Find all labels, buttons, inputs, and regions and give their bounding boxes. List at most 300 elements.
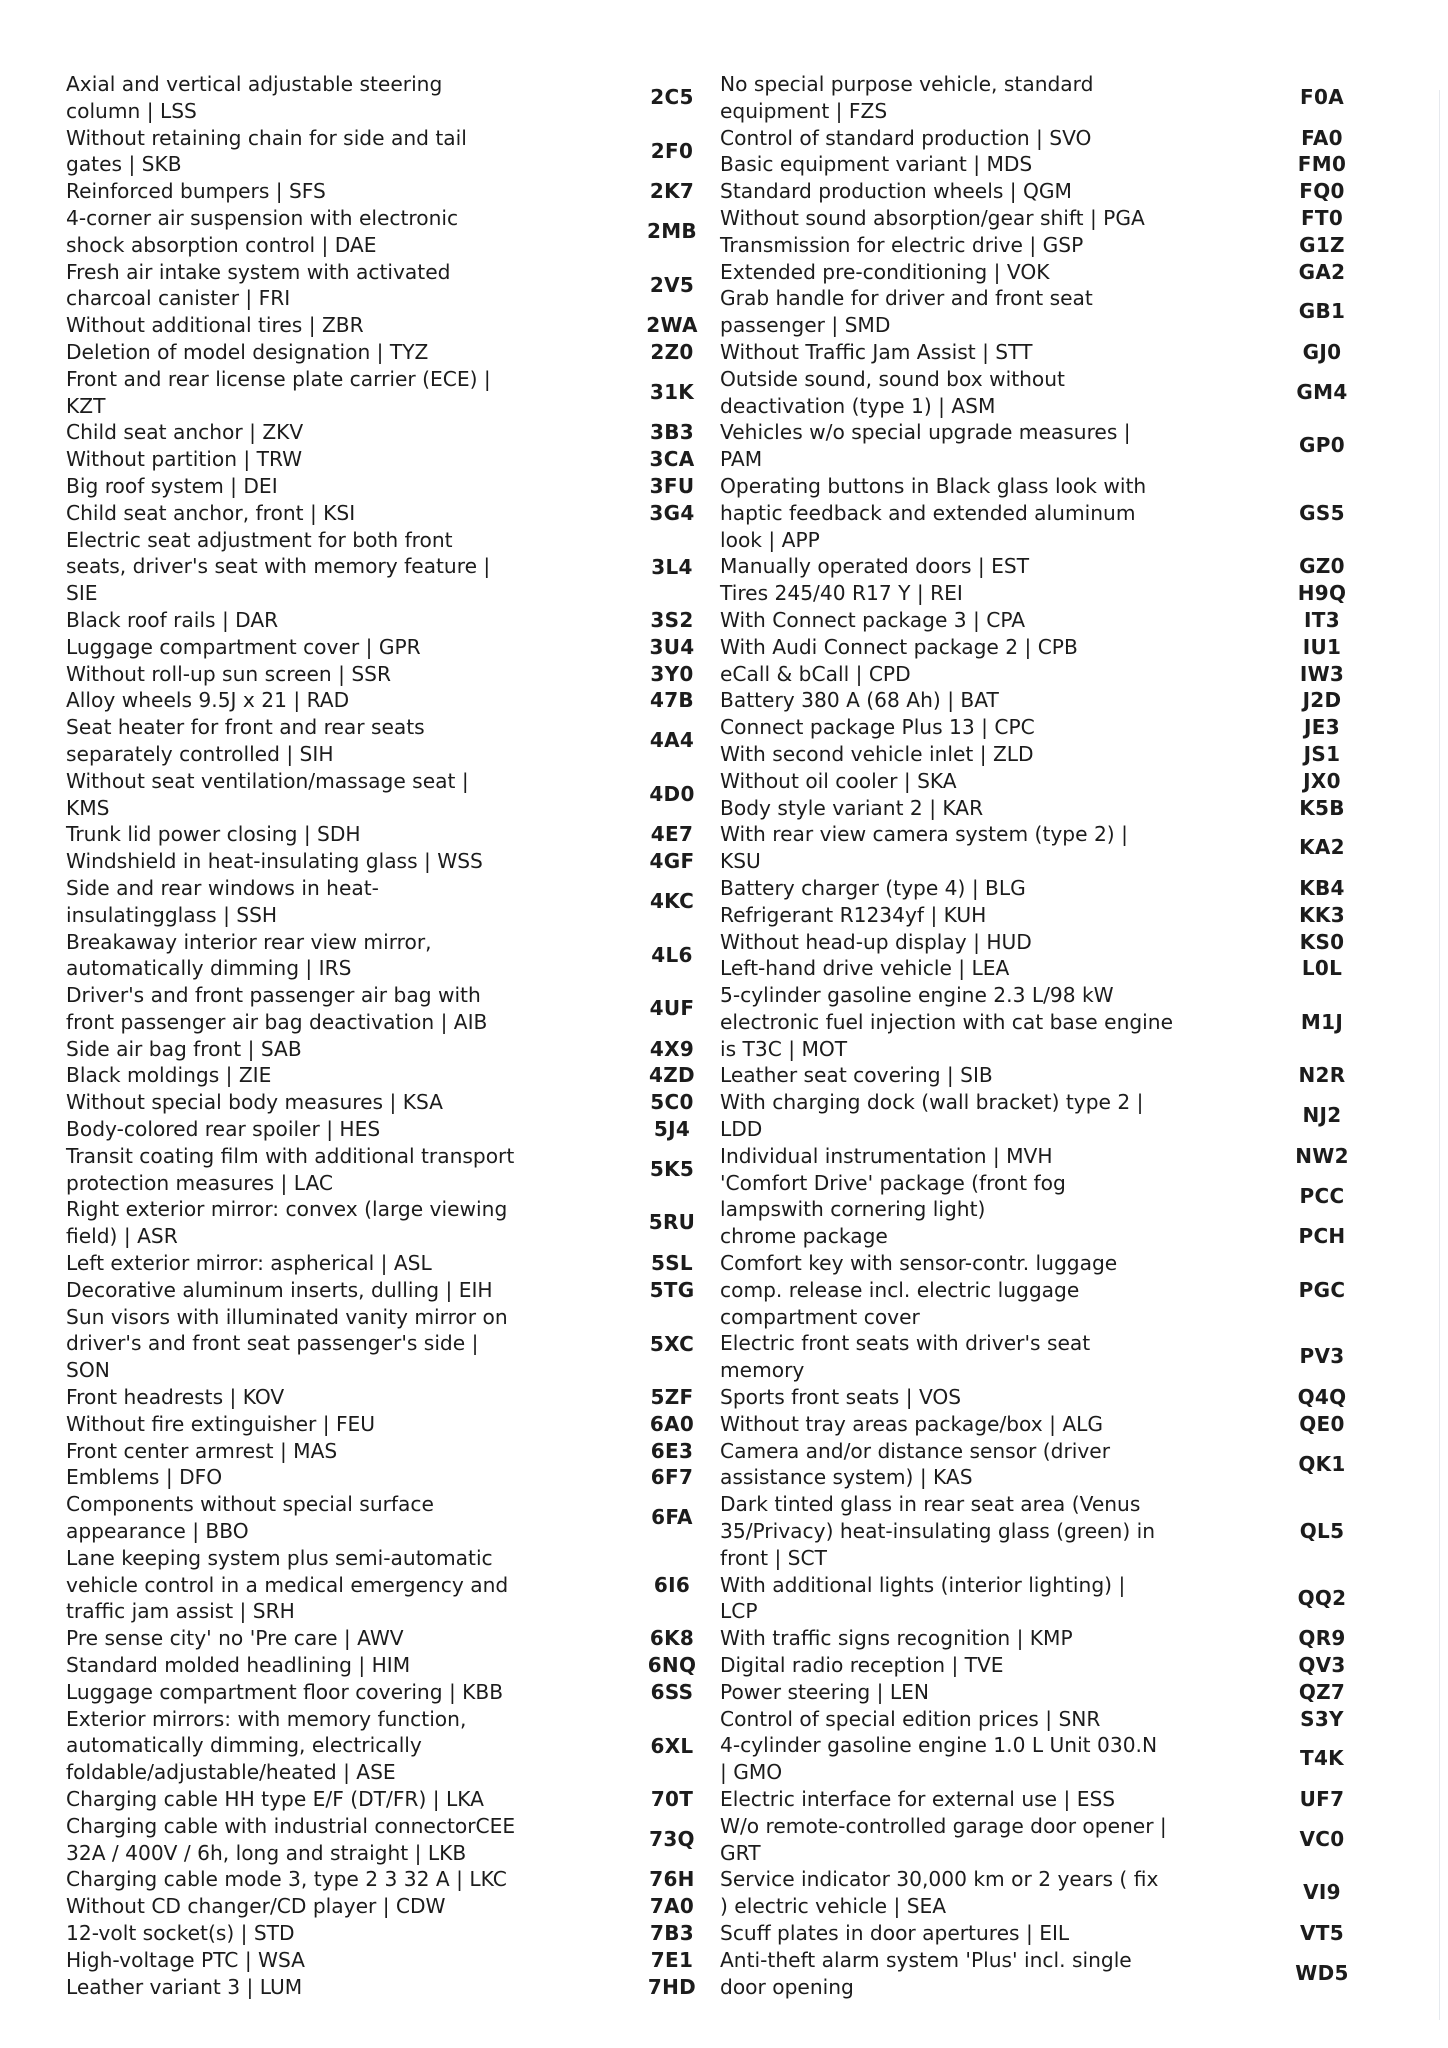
description-line: High-voltage PTC | WSA [66, 1947, 305, 1972]
option-code: PCH [1298, 1224, 1346, 1249]
description-line: gates | SKB [66, 152, 182, 177]
description-line: Windshield in heat-insulating glass | WSS [66, 849, 483, 874]
equipment-description [66, 1813, 536, 1867]
description-line: Side air bag front | SAB [66, 1036, 302, 1061]
description-line: With Audi Connect package 2 | CPB [720, 634, 1078, 659]
description-line: Basic equipment variant | MDS [720, 152, 1033, 177]
option-code: 6I6 [653, 1572, 691, 1597]
left-code-column [630, 71, 714, 2000]
option-code: 76H [649, 1867, 695, 1892]
equipment-description [66, 1384, 536, 1411]
option-code: 3B3 [650, 420, 694, 445]
description-line: charcoal canister | FRI [66, 286, 291, 311]
equipment-description [720, 1813, 1190, 1867]
option-code: F0A [1300, 85, 1344, 109]
equipment-description [66, 259, 536, 313]
description-line: passenger | SMD [720, 313, 891, 338]
equipment-description [66, 875, 536, 929]
option-code: KB4 [1299, 875, 1345, 900]
description-line: 5-cylinder gasoline engine 2.3 L/98 kW [720, 983, 1114, 1008]
option-code: QZ7 [1298, 1679, 1346, 1704]
option-code: NW2 [1295, 1143, 1349, 1168]
equipment-description [66, 607, 536, 634]
option-code: GA2 [1298, 259, 1346, 284]
description-line: LDD [720, 1117, 763, 1142]
option-code: 2C5 [650, 85, 694, 109]
option-code: 2F0 [650, 138, 694, 163]
equipment-description [66, 1036, 536, 1063]
equipment-description [66, 1920, 536, 1947]
option-code: 4UF [649, 996, 695, 1021]
option-code: 6SS [650, 1679, 694, 1704]
option-code: 6K8 [649, 1626, 695, 1651]
equipment-description [66, 1652, 536, 1679]
description-line: Driver's and front passenger air bag with [66, 983, 481, 1008]
description-line: foldable/adjustable/heated | ASE [66, 1760, 396, 1785]
equipment-description [66, 982, 536, 1036]
equipment-description [720, 902, 1190, 929]
equipment-description [66, 848, 536, 875]
description-line: traffic jam assist | SRH [66, 1599, 295, 1624]
description-line: Vehicles w/o special upgrade measures | [720, 420, 1131, 445]
option-code: GZ0 [1299, 554, 1345, 579]
description-line: Dark tinted glass in rear seat area (Venus [720, 1492, 1141, 1517]
equipment-description [66, 1304, 536, 1384]
equipment-description [720, 71, 1190, 125]
option-code: 73Q [649, 1826, 695, 1851]
option-code: 4ZD [649, 1063, 695, 1088]
description-line: GRT [720, 1840, 761, 1865]
equipment-description [66, 71, 536, 125]
option-code: QL5 [1299, 1519, 1345, 1544]
description-line: Right exterior mirror: convex (large viewing [66, 1197, 508, 1222]
equipment-description [720, 955, 1190, 982]
equipment-description [720, 205, 1190, 232]
equipment-description [720, 821, 1190, 875]
description-line: Sports front seats | VOS [720, 1385, 962, 1410]
option-code: UF7 [1299, 1787, 1345, 1811]
equipment-description [66, 366, 536, 420]
description-line: Charging cable HH type E/F (DT/FR) | LKA [66, 1787, 484, 1811]
equipment-description [720, 1652, 1190, 1679]
equipment-description [66, 125, 536, 179]
equipment-description [66, 714, 536, 768]
equipment-description [720, 151, 1190, 178]
description-line: KSU [720, 849, 761, 874]
equipment-description [66, 821, 536, 848]
option-code: PV3 [1299, 1344, 1345, 1369]
equipment-description [720, 339, 1190, 366]
equipment-description [720, 1062, 1190, 1089]
option-code: QK1 [1298, 1451, 1346, 1476]
description-line: Standard production wheels | QGM [720, 179, 1072, 204]
option-code: 70T [650, 1787, 694, 1811]
equipment-description [66, 1411, 536, 1438]
description-line: Without roll-up sun screen | SSR [66, 661, 391, 686]
equipment-description [66, 1974, 536, 2001]
description-line: shock absorption control | DAE [66, 232, 377, 257]
description-line: Electric seat adjustment for both front [66, 527, 453, 552]
description-line: is T3C | MOT [720, 1036, 848, 1061]
equipment-description [66, 1438, 536, 1465]
equipment-description [720, 178, 1190, 205]
description-line: Body style variant 2 | KAR [720, 795, 984, 820]
description-line: Transit coating film with additional transport [66, 1143, 515, 1168]
equipment-description [66, 1893, 536, 1920]
option-code: 6FA [651, 1505, 693, 1530]
option-code: 3G4 [649, 500, 695, 525]
equipment-description [720, 259, 1190, 286]
equipment-description [66, 929, 536, 983]
description-line: look | APP [720, 527, 820, 552]
right-description-column [720, 71, 1190, 2000]
option-code: T4K [1300, 1746, 1344, 1771]
option-code: 6A0 [649, 1411, 695, 1436]
description-line: Operating buttons in Black glass look with [720, 473, 1147, 498]
description-line: PAM [720, 447, 763, 472]
scan-edge-line [1439, 90, 1440, 2020]
equipment-description [720, 473, 1190, 553]
equipment-description [66, 1464, 536, 1491]
equipment-description [720, 687, 1190, 714]
description-line: protection measures | LAC [66, 1170, 334, 1195]
option-code: FA0 [1301, 125, 1343, 150]
option-code: 2V5 [649, 272, 695, 297]
option-code: GJ0 [1302, 339, 1342, 364]
equipment-description [66, 419, 536, 446]
equipment-description [66, 1196, 536, 1250]
description-line: 12-volt socket(s) | STD [66, 1920, 295, 1945]
description-line: Front headrests | KOV [66, 1385, 285, 1410]
description-line: assistance system) | KAS [720, 1465, 973, 1490]
option-code: IW3 [1299, 661, 1345, 686]
option-code: QV3 [1298, 1653, 1346, 1678]
option-code: JS1 [1303, 741, 1341, 766]
description-line: 4-corner air suspension with electronic [66, 205, 459, 230]
description-line: Big roof system | DEI [66, 473, 278, 498]
description-line: Lane keeping system plus semi-automatic [66, 1545, 493, 1570]
option-code: 4A4 [649, 728, 695, 753]
description-line: SIE [66, 581, 98, 606]
description-line: Without head-up display | HUD [720, 929, 1032, 954]
equipment-description [66, 1089, 536, 1116]
equipment-description [720, 285, 1190, 339]
description-line: Child seat anchor | ZKV [66, 420, 304, 445]
equipment-description [66, 312, 536, 339]
description-line: No special purpose vehicle, standard [720, 72, 1094, 96]
option-code: 7HD [647, 1974, 697, 1999]
option-code: 2Z0 [650, 339, 694, 364]
description-line: door opening [720, 1974, 854, 1999]
description-line: Power steering | LEN [720, 1679, 929, 1704]
description-line: Without retaining chain for side and tail [66, 125, 467, 150]
equipment-description [720, 1411, 1190, 1438]
equipment-description [720, 1223, 1190, 1250]
equipment-description [66, 1143, 536, 1197]
equipment-description [720, 1572, 1190, 1626]
option-code: 5XC [649, 1331, 695, 1356]
description-line: Manually operated doors | EST [720, 554, 1030, 579]
equipment-description [720, 1089, 1190, 1143]
option-code: 4E7 [650, 822, 694, 847]
description-line: automatically dimming | IRS [66, 956, 352, 981]
left-description-column [66, 71, 536, 2000]
option-code: 4X9 [649, 1036, 695, 1061]
option-code: 5K5 [649, 1156, 695, 1181]
equipment-description [66, 634, 536, 661]
equipment-description [66, 1625, 536, 1652]
equipment-description [66, 1491, 536, 1545]
option-code: QE0 [1299, 1411, 1345, 1436]
option-code: 3Y0 [650, 661, 694, 686]
option-code: 3CA [649, 447, 695, 472]
option-code: 31K [649, 379, 695, 404]
description-line: separately controlled | SIH [66, 741, 334, 766]
description-line: 4-cylinder gasoline engine 1.0 L Unit 030.N [720, 1733, 1158, 1758]
equipment-description [66, 473, 536, 500]
equipment-description [66, 178, 536, 205]
description-line: Battery charger (type 4) | BLG [720, 875, 1026, 900]
option-code: GS5 [1299, 500, 1345, 525]
option-code: 7A0 [649, 1894, 695, 1919]
description-line: Seat heater for front and rear seats [66, 715, 425, 740]
equipment-description [66, 768, 536, 822]
equipment-description [66, 1250, 536, 1277]
description-line: memory [720, 1358, 805, 1383]
option-code: 5C0 [650, 1090, 694, 1115]
description-line: Without sound absorption/gear shift | PGA [720, 205, 1145, 230]
description-line: seats, driver's seat with memory feature | [66, 554, 491, 579]
description-line: Connect package Plus 13 | CPC [720, 715, 1035, 740]
equipment-description [66, 1706, 536, 1786]
description-line: Comfort key with sensor-contr. luggage [720, 1251, 1118, 1276]
equipment-description [720, 741, 1190, 768]
equipment-description [720, 366, 1190, 420]
equipment-description [720, 1330, 1190, 1384]
option-code: GB1 [1298, 299, 1346, 324]
description-line: field) | ASR [66, 1224, 178, 1249]
description-line: automatically dimming, electrically [66, 1733, 422, 1758]
option-code: 6XL [650, 1733, 694, 1758]
option-code: FT0 [1300, 205, 1344, 230]
description-line: Scuff plates in door apertures | EIL [720, 1920, 1070, 1945]
description-line: Exterior mirrors: with memory function, [66, 1706, 467, 1731]
description-line: Front center armrest | MAS [66, 1438, 338, 1463]
description-line: equipment | FZS [720, 98, 888, 123]
option-code: FM0 [1297, 152, 1347, 177]
option-code: JE3 [1304, 715, 1340, 740]
description-line: front | SCT [720, 1545, 827, 1570]
description-line: Charging cable mode 3, type 2 3 32 A | LKC [66, 1867, 507, 1892]
description-line: Black roof rails | DAR [66, 607, 279, 632]
equipment-description [720, 1491, 1190, 1571]
equipment-description [720, 580, 1190, 607]
equipment-description [720, 1732, 1190, 1786]
option-code: S3Y [1300, 1706, 1344, 1731]
description-line: With charging dock (wall bracket) type 2 | [720, 1090, 1144, 1115]
equipment-description [720, 714, 1190, 741]
description-line: compartment cover [720, 1304, 920, 1329]
equipment-description [66, 1786, 536, 1813]
description-line: Alloy wheels 9.5J x 21 | RAD [66, 688, 350, 713]
description-line: haptic feedback and extended aluminum [720, 500, 1136, 525]
equipment-description [720, 1786, 1190, 1813]
description-line: Individual instrumentation | MVH [720, 1143, 1053, 1168]
equipment-description [720, 553, 1190, 580]
equipment-description [720, 982, 1190, 1062]
description-line: front passenger air bag deactivation | AIB [66, 1009, 488, 1034]
description-line: KZT [66, 393, 106, 418]
option-code: 3L4 [651, 554, 693, 579]
equipment-description [66, 1062, 536, 1089]
description-line: Electric front seats with driver's seat [720, 1331, 1091, 1356]
option-code: KK3 [1299, 902, 1345, 927]
description-line: Without seat ventilation/massage seat | [66, 768, 469, 793]
equipment-description [720, 419, 1190, 473]
option-code: 3S2 [650, 607, 694, 632]
equipment-description [720, 1438, 1190, 1492]
description-line: Reinforced bumpers | SFS [66, 179, 326, 204]
description-line: Refrigerant R1234yf | KUH [720, 902, 987, 927]
description-line: Sun visors with illuminated vanity mirror on [66, 1304, 508, 1329]
option-code: 5ZF [650, 1385, 694, 1410]
option-code: KA2 [1299, 835, 1345, 860]
equipment-description [66, 527, 536, 607]
equipment-description [720, 929, 1190, 956]
description-line: electronic fuel injection with cat base engine [720, 1009, 1173, 1034]
option-code: H9Q [1297, 581, 1347, 606]
option-code: 4D0 [649, 781, 695, 806]
description-line: 'Comfort Drive' package (front fog [720, 1170, 1066, 1195]
equipment-description [720, 125, 1190, 152]
description-line: Without CD changer/CD player | CDW [66, 1894, 446, 1919]
description-line: With Connect package 3 | CPA [720, 607, 1026, 632]
equipment-description [66, 661, 536, 688]
description-line: Left exterior mirror: aspherical | ASL [66, 1251, 432, 1276]
equipment-description [720, 1920, 1190, 1947]
description-line: Anti-theft alarm system 'Plus' incl. single [720, 1947, 1132, 1972]
description-line: Pre sense city' no 'Pre care | AWV [66, 1626, 404, 1651]
option-code: VC0 [1299, 1826, 1345, 1851]
equipment-description [66, 1679, 536, 1706]
description-line: eCall & bCall | CPD [720, 661, 911, 686]
equipment-description [66, 339, 536, 366]
description-line: lampswith cornering light) [720, 1197, 986, 1222]
description-line: Control of special edition prices | SNR [720, 1706, 1101, 1731]
equipment-description [720, 1679, 1190, 1706]
description-line: With second vehicle inlet | ZLD [720, 741, 1034, 766]
equipment-description [720, 661, 1190, 688]
description-line: Breakaway interior rear view mirror, [66, 929, 432, 954]
option-code: QQ2 [1297, 1585, 1347, 1610]
equipment-description [720, 1947, 1190, 2001]
description-line: Without oil cooler | SKA [720, 768, 957, 793]
option-code: PGC [1298, 1278, 1346, 1303]
description-line: Without fire extinguisher | FEU [66, 1411, 376, 1436]
option-code: L0L [1301, 956, 1343, 981]
option-code: QR9 [1298, 1626, 1346, 1651]
equipment-description [66, 205, 536, 259]
description-line: Trunk lid power closing | SDH [66, 822, 361, 847]
equipment-description [720, 1625, 1190, 1652]
equipment-description [720, 1384, 1190, 1411]
description-line: Without Traffic Jam Assist | STT [720, 339, 1033, 364]
description-line: Leather seat covering | SIB [720, 1063, 993, 1088]
option-code: G1Z [1299, 232, 1345, 257]
description-line: Luggage compartment cover | GPR [66, 634, 421, 659]
description-line: Battery 380 A (68 Ah) | BAT [720, 688, 999, 713]
description-line: Service indicator 30,000 km or 2 years ( fix [720, 1867, 1159, 1892]
description-line: Digital radio reception | TVE [720, 1653, 1004, 1678]
equipment-description [66, 1866, 536, 1893]
description-line: Side and rear windows in heat- [66, 875, 379, 900]
equipment-description [720, 607, 1190, 634]
option-code: N2R [1298, 1063, 1346, 1088]
option-code: 3FU [649, 473, 695, 498]
description-line: W/o remote-controlled garage door opener | [720, 1813, 1167, 1838]
option-code: Q4Q [1297, 1385, 1347, 1410]
option-code: JX0 [1303, 768, 1341, 793]
option-code: 2WA [646, 313, 698, 338]
description-line: Front and rear license plate carrier (ECE) | [66, 366, 491, 391]
option-code: IT3 [1304, 607, 1340, 632]
description-line: Without additional tires | ZBR [66, 313, 364, 338]
description-line: Components without special surface [66, 1492, 434, 1517]
option-code: VT5 [1300, 1920, 1344, 1945]
description-line: LCP [720, 1599, 758, 1624]
equipment-description [720, 634, 1190, 661]
description-line: | GMO [720, 1760, 783, 1785]
description-line: driver's and front seat passenger's side | [66, 1331, 479, 1356]
option-code: 6E3 [650, 1438, 694, 1463]
description-line: Without partition | TRW [66, 447, 303, 472]
option-code: 5RU [648, 1210, 696, 1235]
description-line: KMS [66, 795, 110, 820]
option-code: K5B [1299, 795, 1345, 820]
option-code: 47B [650, 688, 694, 713]
description-line: Deletion of model designation | TYZ [66, 339, 429, 364]
option-code: 2K7 [649, 179, 695, 204]
description-line: Control of standard production | SVO [720, 125, 1092, 150]
description-line: vehicle control in a medical emergency and [66, 1572, 509, 1597]
description-line: Electric interface for external use | ESS [720, 1787, 1116, 1811]
description-line: appearance | BBO [66, 1519, 249, 1544]
right-code-column [1266, 71, 1378, 2000]
equipment-description [720, 1250, 1190, 1330]
option-code: FQ0 [1299, 179, 1345, 204]
option-code: 4L6 [651, 942, 693, 967]
equipment-description [66, 1277, 536, 1304]
equipment-description [720, 1170, 1190, 1224]
description-line: Axial and vertical adjustable steering [66, 72, 443, 96]
option-code: VI9 [1303, 1880, 1341, 1905]
option-code: GP0 [1299, 433, 1345, 458]
equipment-description [720, 1866, 1190, 1920]
option-code: 4KC [649, 888, 695, 913]
description-line: Decorative aluminum inserts, dulling | EIH [66, 1277, 493, 1302]
option-code: 2MB [647, 218, 697, 243]
option-code: 7B3 [650, 1920, 694, 1945]
description-line: Left-hand drive vehicle | LEA [720, 956, 1010, 981]
description-line: Outside sound, sound box without [720, 366, 1065, 391]
option-code: 5J4 [653, 1117, 691, 1142]
equipment-description [66, 446, 536, 473]
equipment-description [66, 500, 536, 527]
option-code: 3U4 [649, 634, 695, 659]
description-line: Luggage compartment floor covering | KBB [66, 1679, 504, 1704]
equipment-description [720, 795, 1190, 822]
description-line: Tires 245/40 R17 Y | REI [720, 581, 963, 606]
